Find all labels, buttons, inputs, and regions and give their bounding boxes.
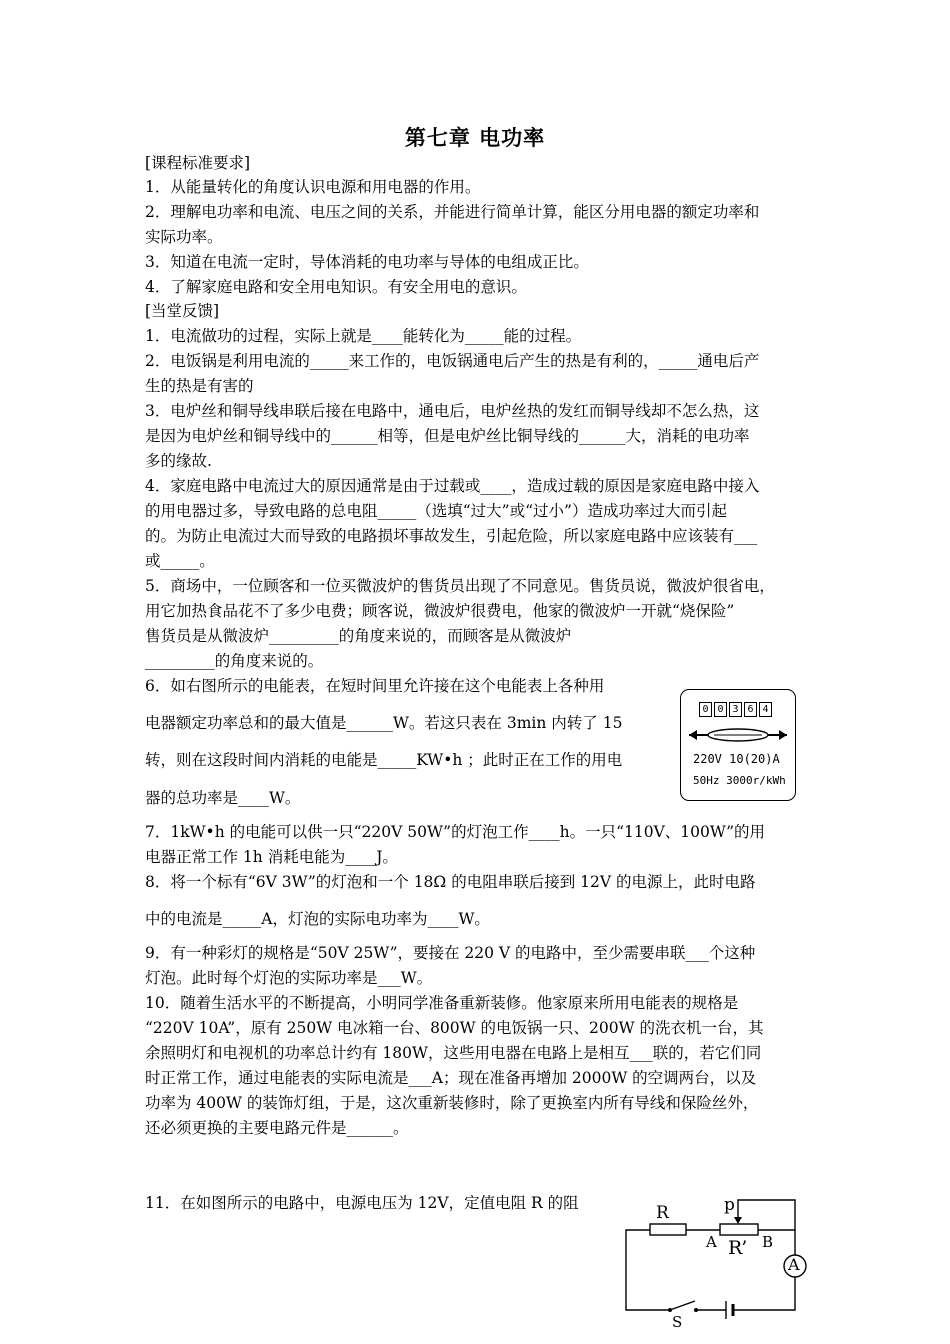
text-line: 10．随着生活水平的不断提高，小明同学准备重新装修。他家原来所用电能表的规格是	[145, 994, 739, 1012]
text-line: 11．在如图所示的电路中，电源电压为 12V，定值电阻 R 的阻	[145, 1194, 579, 1212]
meter-digit: 3	[729, 702, 742, 717]
text-line: 1．从能量转化的角度认识电源和用电器的作用。	[145, 178, 481, 196]
text-line: 4．家庭电路中电流过大的原因通常是由于过载或____，造成过载的原因是家庭电路中接入	[145, 477, 760, 495]
meter-disc-icon	[689, 724, 789, 746]
text-line: 多的缘故.	[145, 452, 212, 470]
text-line: 生的热是有害的	[145, 377, 254, 395]
text-line: 售货员是从微波炉_________的角度来说的，而顾客是从微波炉	[145, 627, 572, 645]
meter-digit: 0	[714, 702, 727, 717]
text-line: 4．了解家庭电路和安全用电知识。有安全用电的意识。	[145, 278, 527, 296]
energy-meter-figure	[680, 689, 796, 801]
circuit-diagram	[620, 1195, 810, 1335]
rheostat-label: R’	[728, 1237, 748, 1259]
resistor-r-label: R	[656, 1203, 669, 1223]
switch-s-label: S	[672, 1313, 683, 1331]
text-line: 1．电流做功的过程，实际上就是____能转化为_____能的过程。	[145, 327, 582, 345]
text-line: [课程标准要求]	[145, 154, 251, 172]
text-line: 用它加热食品花不了多少电费；顾客说，微波炉很费电，他家的微波炉一开就“烧保险”	[145, 602, 735, 620]
meter-constant: 50Hz 3000r/kWh	[693, 774, 786, 787]
ammeter-label: A	[788, 1255, 800, 1274]
text-line: 器的总功率是____W。	[145, 789, 301, 807]
text-line: 3．电炉丝和铜导线串联后接在电路中，通电后，电炉丝热的发红而铜导线却不怎么热，这	[145, 402, 760, 420]
text-line: 灯泡。此时每个灯泡的实际功率是___W。	[145, 969, 433, 987]
text-line: “220V 10A”，原有 250W 电冰箱一台、800W 的电饭锅一只、200W 的洗衣机一台，其	[145, 1019, 764, 1037]
meter-rating: 220V 10(20)A	[693, 752, 780, 766]
text-line: 的。为防止电流过大而导致的电路损坏事故发生，引起危险，所以家庭电路中应该装有___	[145, 527, 758, 545]
text-line: 时正常工作，通过电能表的实际电流是___A；现在准备再增加 2000W 的空调两台，以及	[145, 1069, 757, 1087]
text-line: 7．1kW•h 的电能可以供一只“220V 50W”的灯泡工作____h。一只“110V、100W”的用	[145, 823, 766, 841]
meter-digit: 6	[744, 702, 757, 717]
text-line: 电器额定功率总和的最大值是______W。若这只表在 3min 内转了 15	[145, 714, 623, 732]
text-line: 2．电饭锅是利用电流的_____来工作的，电饭锅通电后产生的热是有利的，_____通电后产	[145, 352, 760, 370]
slider-p-label: p	[724, 1195, 735, 1215]
meter-digit: 4	[759, 702, 772, 717]
text-line: 9．有一种彩灯的规格是“50V 25W”，要接在 220 V 的电路中，至少需要串联___个这种	[145, 944, 756, 962]
terminal-b-label: B	[762, 1233, 774, 1251]
page-title: 第七章 电功率	[404, 125, 546, 150]
text-line: 是因为电炉丝和铜导线中的______相等，但是电炉丝比铜导线的______大，消耗的电功率	[145, 427, 750, 445]
text-line: 6．如右图所示的电能表，在短时间里允许接在这个电能表上各种用	[145, 677, 605, 695]
text-line: [当堂反馈]	[145, 302, 220, 320]
text-line: 功率为 400W 的装饰灯组，于是，这次重新装修时，除了更换室内所有导线和保险丝外，	[145, 1094, 759, 1112]
circuit-wires-icon	[620, 1195, 810, 1335]
text-line: 8．将一个标有“6V 3W”的灯泡和一个 18Ω 的电阻串联后接到 12V 的电源上，此时电路	[145, 873, 756, 891]
terminal-a-label: A	[706, 1233, 717, 1251]
text-line: 转，则在这段时间内消耗的电能是_____KW•h ；此时正在工作的用电	[145, 751, 623, 769]
meter-digit: 0	[699, 702, 712, 717]
text-line: 3．知道在电流一定时，导体消耗的电功率与导体的电组成正比。	[145, 253, 589, 271]
text-line: 或_____。	[145, 552, 215, 570]
text-line: 2．理解电功率和电流、电压之间的关系，并能进行简单计算，能区分用电器的额定功率和	[145, 203, 760, 221]
text-line: 还必须更换的主要电路元件是______。	[145, 1119, 409, 1137]
text-line: 5．商场中，一位顾客和一位买微波炉的售货员出现了不同意见。售货员说，微波炉很省电，	[145, 577, 775, 595]
text-line: 的用电器过多，导致电路的总电阻_____（选填“过大”或“过小”）造成功率过大而引起	[145, 502, 727, 520]
text-line: 中的电流是_____A，灯泡的实际电功率为____W。	[145, 910, 490, 928]
text-line: _________的角度来说的。	[145, 652, 324, 670]
meter-digits	[699, 702, 774, 717]
text-line: 余照明灯和电视机的功率总计约有 180W，这些用电器在电路上是相互___联的，若它们同	[145, 1044, 762, 1062]
text-line: 电器正常工作 1h 消耗电能为____J。	[145, 848, 398, 866]
text-line: 实际功率。	[145, 228, 223, 246]
